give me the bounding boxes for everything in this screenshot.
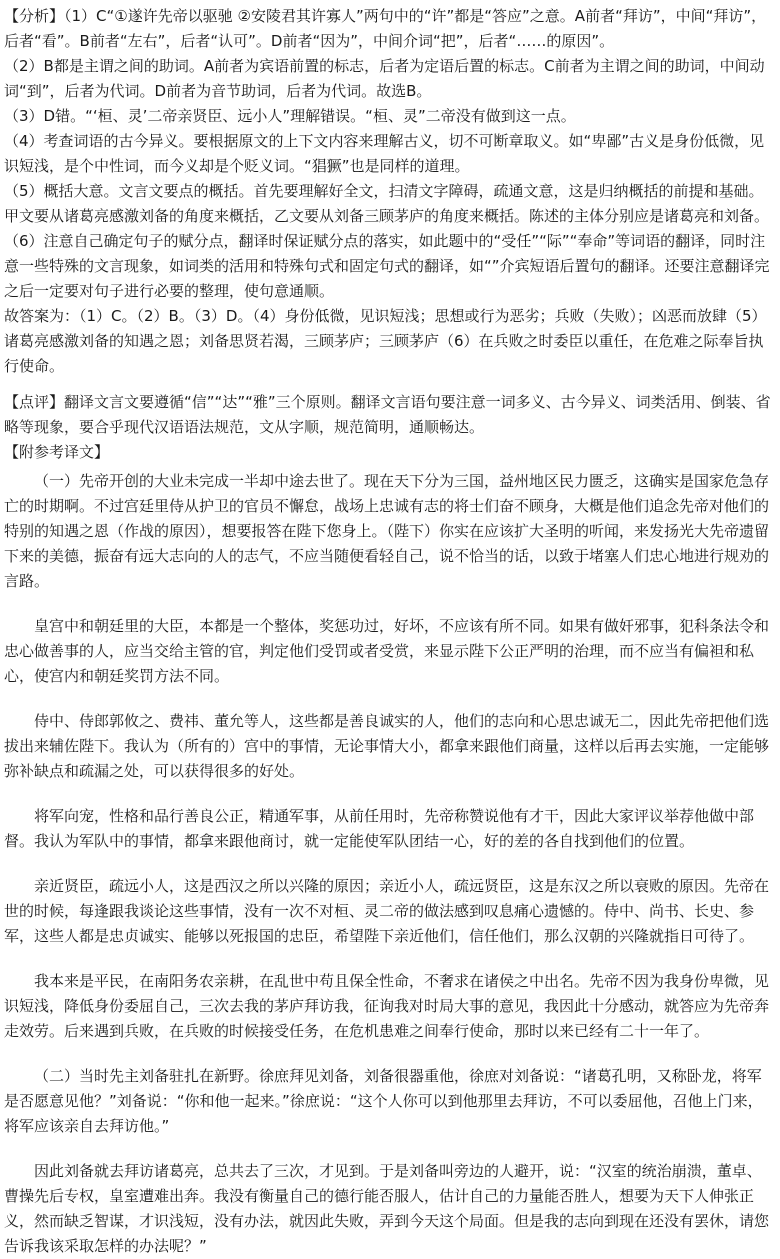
- analysis-paragraph: （3）D错。“‘桓、灵’二帝亲贤臣、远小人”理解错误。“桓、灵”二帝没有做到这一点。: [4, 107, 576, 125]
- translation-paragraph: 皇宫中和朝廷里的大臣，本都是一个整体，奖惩功过，好坏，不应该有所不同。如果有做奸邪事，犯科条法令和忠心做善事的人，应当交给主管的官，判定他们受罚或者受赏，来显示陛下公正严明的治理，而不应当有偏袒和私心，使宫内和朝廷奖罚方法不同。: [4, 617, 770, 685]
- analysis-paragraph: 【分析】（1）C“①遂许先帝以驱驰 ②安陵君其许寡人”两句中的“许”都是“答应”之意。A前者“拜访”，中间“拜访”，后者“看”。B前者“左右”，后者“认可”。D前者“因为”，中间介词“把”，后者“……的原因”。: [4, 7, 767, 50]
- comment-paragraph: 【点评】翻译文言文要遵循“信”“达”“雅”三个原则。翻译文言语句要注意一词多义、古今异义、词类活用、倒装、省略等现象，要合乎现代汉语语法规范，文从字顺，规范简明，通顺畅达。: [4, 393, 771, 436]
- translation-paragraph: 亲近贤臣，疏远小人，这是西汉之所以兴隆的原因；亲近小人，疏远贤臣，这是东汉之所以衰败的原因。先帝在世的时候，每逢跟我谈论这些事情，没有一次不对桓、灵二帝的做法感到叹息痛心遗憾的。侍中、尚书、长史、参军，这些人都是忠贞诚实、能够以死报国的忠臣，希望陛下亲近他们，信任他们，那么汉朝的兴隆就指日可待了。: [4, 877, 770, 945]
- translation-paragraph: 因此刘备就去拜访诸葛亮，总共去了三次，才见到。于是刘备叫旁边的人避开，说：“汉室的统治崩溃，董卓、曹操先后专权，皇室遭难出奔。我没有衡量自己的德行能否服人，估计自己的力量能否胜人，想要为天下人伸张正义，然而缺乏智谋，才识浅短，没有办法，就因此失败，弄到今天这个局面。但是我的志向到现在还没有罢休，请您告诉我该采取怎样的办法呢？”: [4, 1162, 770, 1255]
- translation-paragraph: （二）当时先主刘备驻扎在新野。徐庶拜见刘备，刘备很器重他，徐庶对刘备说：“诸葛孔明，又称卧龙，将军是否愿意见他？”刘备说：“你和他一起来。”徐庶说：“这个人你可以到他那里去拜访，不可以委屈他，召他上门来，将军应该亲自去拜访他。”: [4, 1067, 763, 1135]
- translation-paragraph: 侍中、侍郎郭攸之、费祎、董允等人，这些都是善良诚实的人，他们的志向和心思忠诚无二，因此先帝把他们选拔出来辅佐陛下。我认为（所有的）宫中的事情，无论事情大小，都拿来跟他们商量，这样以后再去实施，一定能够弥补缺点和疏漏之处，可以获得很多的好处。: [4, 712, 770, 780]
- analysis-paragraph: （6）注意自己确定句子的赋分点，翻译时保证赋分点的落实，如此题中的“受任”“际”“奉命”等词语的翻译，同时注意一些特殊的文言现象，如词类的活用和特殊句式和固定句式的翻译，如“”介宾短语后置句的翻译。还要注意翻译完之后一定要对句子进行必要的整理，使句意通顺。: [4, 232, 770, 300]
- analysis-section: [4, 4, 776, 379]
- translation-paragraph: 将军向宠，性格和品行善良公正，精通军事，从前任用时，先帝称赞说他有才干，因此大家评议举荐他做中部督。我认为军队中的事情，都拿来跟他商讨，就一定能使军队团结一心，好的差的各自找到他们的位置。: [4, 807, 755, 850]
- translation-heading: 【附参考译文】: [4, 443, 110, 461]
- translation-paragraph: （一）先帝开创的大业未完成一半却中途去世了。现在天下分为三国，益州地区民力匮乏，这确实是国家危急存亡的时期啊。不过宫廷里侍从护卫的官员不懈怠，战场上忠诚有志的将士们奋不顾身，大概是他们追念先帝对他们的特别的知遇之恩（作战的原因），想要报答在陛下您身上。（陛下）你实在应该扩大圣明的听闻，来发扬光大先帝遗留下来的美德，振奋有远大志向的人的志气，不应当随便看轻自己，说不恰当的话，以致于堵塞人们忠心地进行规劝的言路。: [4, 472, 770, 590]
- analysis-paragraph: （5）概括大意。文言文要点的概括。首先要理解好全文，扫清文字障碍，疏通文意，这是归纳概括的前提和基础。甲文要从诸葛亮感激刘备的角度来概括，乙文要从刘备三顾茅庐的角度来概括。陈述的主体分别应是诸葛亮和刘备。: [4, 182, 770, 225]
- analysis-paragraph: （2）B都是主谓之间的助词。A前者为宾语前置的标志，后者为定语后置的标志。C前者为主谓之间的助词，中间动词“到”，后者为代词。D前者为音节助词，后者为代词。故选B。: [4, 57, 765, 100]
- translation-paragraph: 我本来是平民，在南阳务农亲耕，在乱世中苟且保全性命，不奢求在诸侯之中出名。先帝不因为我身份卑微，见识短浅，降低身份委屈自己，三次去我的茅庐拜访我，征询我对时局大事的意见，我因此十分感动，就答应为先帝奔走效劳。后来遇到兵败，在兵败的时候接受任务，在危机患难之间奉行使命，那时以来已经有二十一年了。: [4, 972, 770, 1040]
- answer-summary: 故答案为：（1）C。（2）B。（3）D。（4）身份低微，见识短浅；思想或行为恶劣；兵败（失败）；凶恶而放肆（5）诸葛亮感激刘备的知遇之恩；刘备思贤若渴，三顾茅庐；三顾茅庐（6）在兵败之时委臣以重任，在危难之际奉旨执行使命。: [4, 307, 767, 375]
- analysis-paragraph: （4）考查词语的古今异义。要根据原文的上下文内容来理解古义，切不可断章取义。如“卑鄙”古义是身份低微，见识短浅，是个中性词，而今义却是个贬义词。“猖獗”也是同样的道理。: [4, 132, 765, 175]
- translation-section: [4, 469, 776, 1259]
